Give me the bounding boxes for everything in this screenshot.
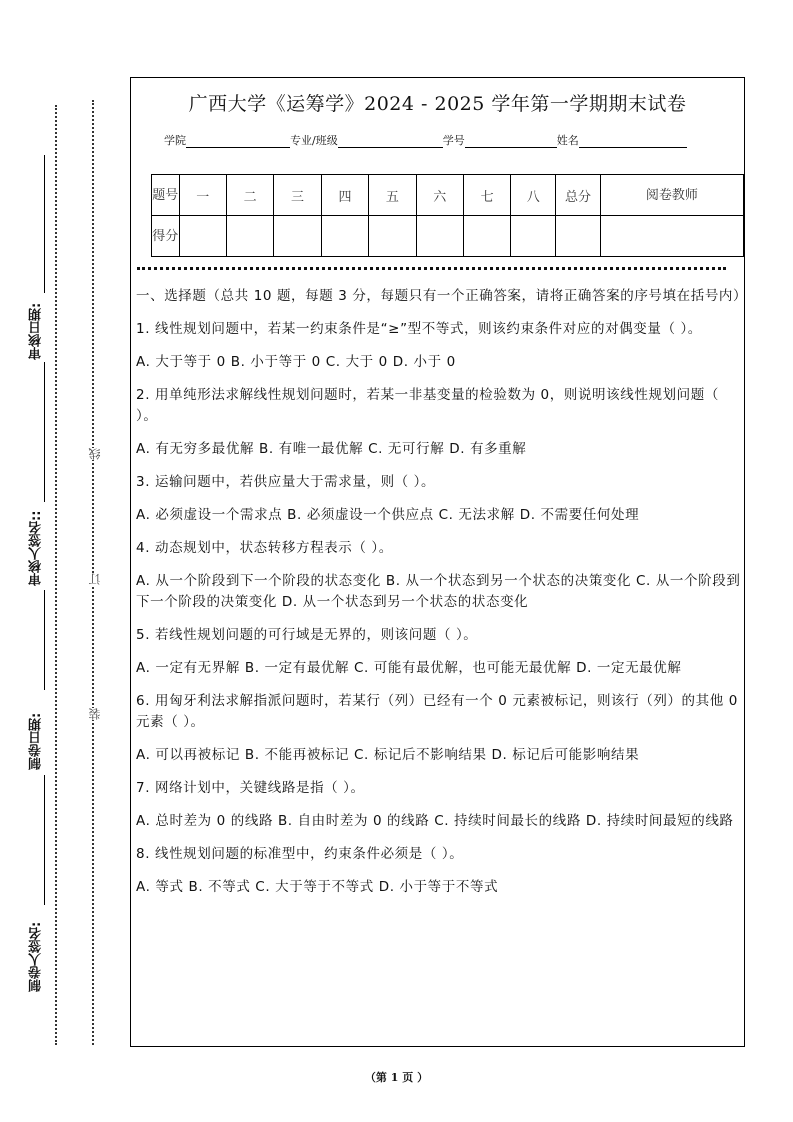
student-id-field[interactable]: [465, 135, 557, 148]
score-cell-grader[interactable]: [600, 216, 743, 257]
question-4-options: A. 从一个阶段到下一个阶段的状态变化 B. 从一个状态到另一个状态的决策变化 C. 从一个阶段到下一个阶段的决策变化 D. 从一个状态到另一个状态的状态变化: [136, 573, 741, 610]
question-2: 2. 用单纯形法求解线性规划问题时，若某一非基变量的检验数为 0，则说明该线性规划问题（ ）。: [136, 387, 719, 424]
column-6: 六: [416, 175, 463, 216]
score-cell-2[interactable]: [226, 216, 273, 257]
student-info-row: [164, 132, 687, 148]
column-5: 五: [369, 175, 416, 216]
question-number-header: 题号: [152, 175, 180, 216]
question-2-options: A. 有无穷多最优解 B. 有唯一最优解 C. 无可行解 D. 有多重解: [136, 441, 527, 457]
preparer-signature-line: [44, 775, 45, 905]
column-grader: 阅卷教师: [600, 175, 743, 216]
name-label: 姓名: [556, 134, 579, 147]
question-1: 1. 线性规划问题中，若某一约束条件是“≥”型不等式，则该约束条件对应的对偶变量（ ）。: [136, 321, 702, 337]
question-1-options: A. 大于等于 0 B. 小于等于 0 C. 大于 0 D. 小于 0: [136, 354, 456, 370]
major-class-field[interactable]: [338, 135, 443, 148]
question-7: 7. 网络计划中，关键线路是指（ ）。: [136, 780, 365, 796]
page-number: （第 1 页 ）: [364, 1071, 429, 1084]
score-table-score-row: [152, 216, 744, 257]
review-date-label: 审核日期:: [29, 302, 44, 360]
question-3: 3. 运输问题中，若供应量大于需求量，则（ ）。: [136, 474, 436, 490]
score-cell-3[interactable]: [274, 216, 321, 257]
name-field[interactable]: [579, 135, 687, 148]
preparer-signature-label: 制卷人签名:: [29, 921, 44, 992]
binding-margin: [0, 0, 130, 1122]
prep-date-label: 制卷日期:: [29, 712, 44, 770]
college-label: 学院: [164, 134, 186, 147]
student-id-label: 学号: [442, 134, 465, 147]
reviewer-signature-label: 审核人签名::: [29, 510, 44, 586]
section-heading: 一、选择题（总共 10 题，每题 3 分，每题只有一个正确答案，请将正确答案的序号填在括号内）: [136, 288, 748, 304]
question-4: 4. 动态规划中，状态转移方程表示（ ）。: [136, 540, 393, 556]
score-cell-4[interactable]: [321, 216, 368, 257]
column-2: 二: [226, 175, 273, 216]
score-table: [151, 174, 744, 257]
column-7: 七: [463, 175, 510, 216]
question-3-options: A. 必须虚设一个需求点 B. 必须虚设一个供应点 C. 无法求解 D. 不需要任何处理: [136, 507, 640, 523]
separator-dotted-line: [137, 267, 726, 270]
score-table-header-row: [152, 175, 744, 216]
question-section: [136, 286, 748, 910]
score-cell-6[interactable]: [416, 216, 463, 257]
question-5: 5. 若线性规划问题的可行域是无界的，则该问题（ ）。: [136, 627, 478, 643]
college-field[interactable]: [186, 135, 290, 148]
column-total: 总分: [556, 175, 601, 216]
column-8: 八: [511, 175, 556, 216]
score-cell-7[interactable]: [463, 216, 510, 257]
exam-title: 广西大学《运筹学》2024 - 2025 学年第一学期期末试卷: [188, 93, 687, 115]
binding-mark-bind: 装: [88, 708, 102, 720]
column-3: 三: [274, 175, 321, 216]
score-cell-1[interactable]: [179, 216, 226, 257]
question-7-options: A. 总时差为 0 的线路 B. 自由时差为 0 的线路 C. 持续时间最长的线路 D. 持续时间最短的线路: [136, 813, 734, 829]
column-1: 一: [179, 175, 226, 216]
score-cell-8[interactable]: [511, 216, 556, 257]
binding-mark-staple: 订: [88, 573, 102, 585]
review-date-line: [44, 155, 45, 293]
question-8-options: A. 等式 B. 不等式 C. 大于等于不等式 D. 小于等于不等式: [136, 879, 499, 895]
exam-frame: [130, 77, 748, 1047]
score-cell-5[interactable]: [369, 216, 416, 257]
question-8: 8. 线性规划问题的标准型中，约束条件必须是（ ）。: [136, 846, 464, 862]
binding-dotted-line-outer: [55, 105, 57, 1045]
question-6-options: A. 可以再被标记 B. 不能再被标记 C. 标记后不影响结果 D. 标记后可能影响结果: [136, 747, 640, 763]
reviewer-signature-line: [44, 362, 45, 502]
binding-mark-line: 线: [88, 448, 102, 460]
question-5-options: A. 一定有无界解 B. 一定有最优解 C. 可能有最优解，也可能无最优解 D. 一定无最优解: [136, 660, 682, 676]
score-cell-total[interactable]: [556, 216, 601, 257]
column-4: 四: [321, 175, 368, 216]
score-row-header: 得分: [152, 216, 180, 257]
question-6: 6. 用匈牙利法求解指派问题时，若某行（列）已经有一个 0 元素被标记，则该行（列）的其他 0 元素（ ）。: [136, 693, 738, 730]
prep-date-line: [44, 590, 45, 690]
major-class-label: 专业/班级: [290, 134, 338, 147]
